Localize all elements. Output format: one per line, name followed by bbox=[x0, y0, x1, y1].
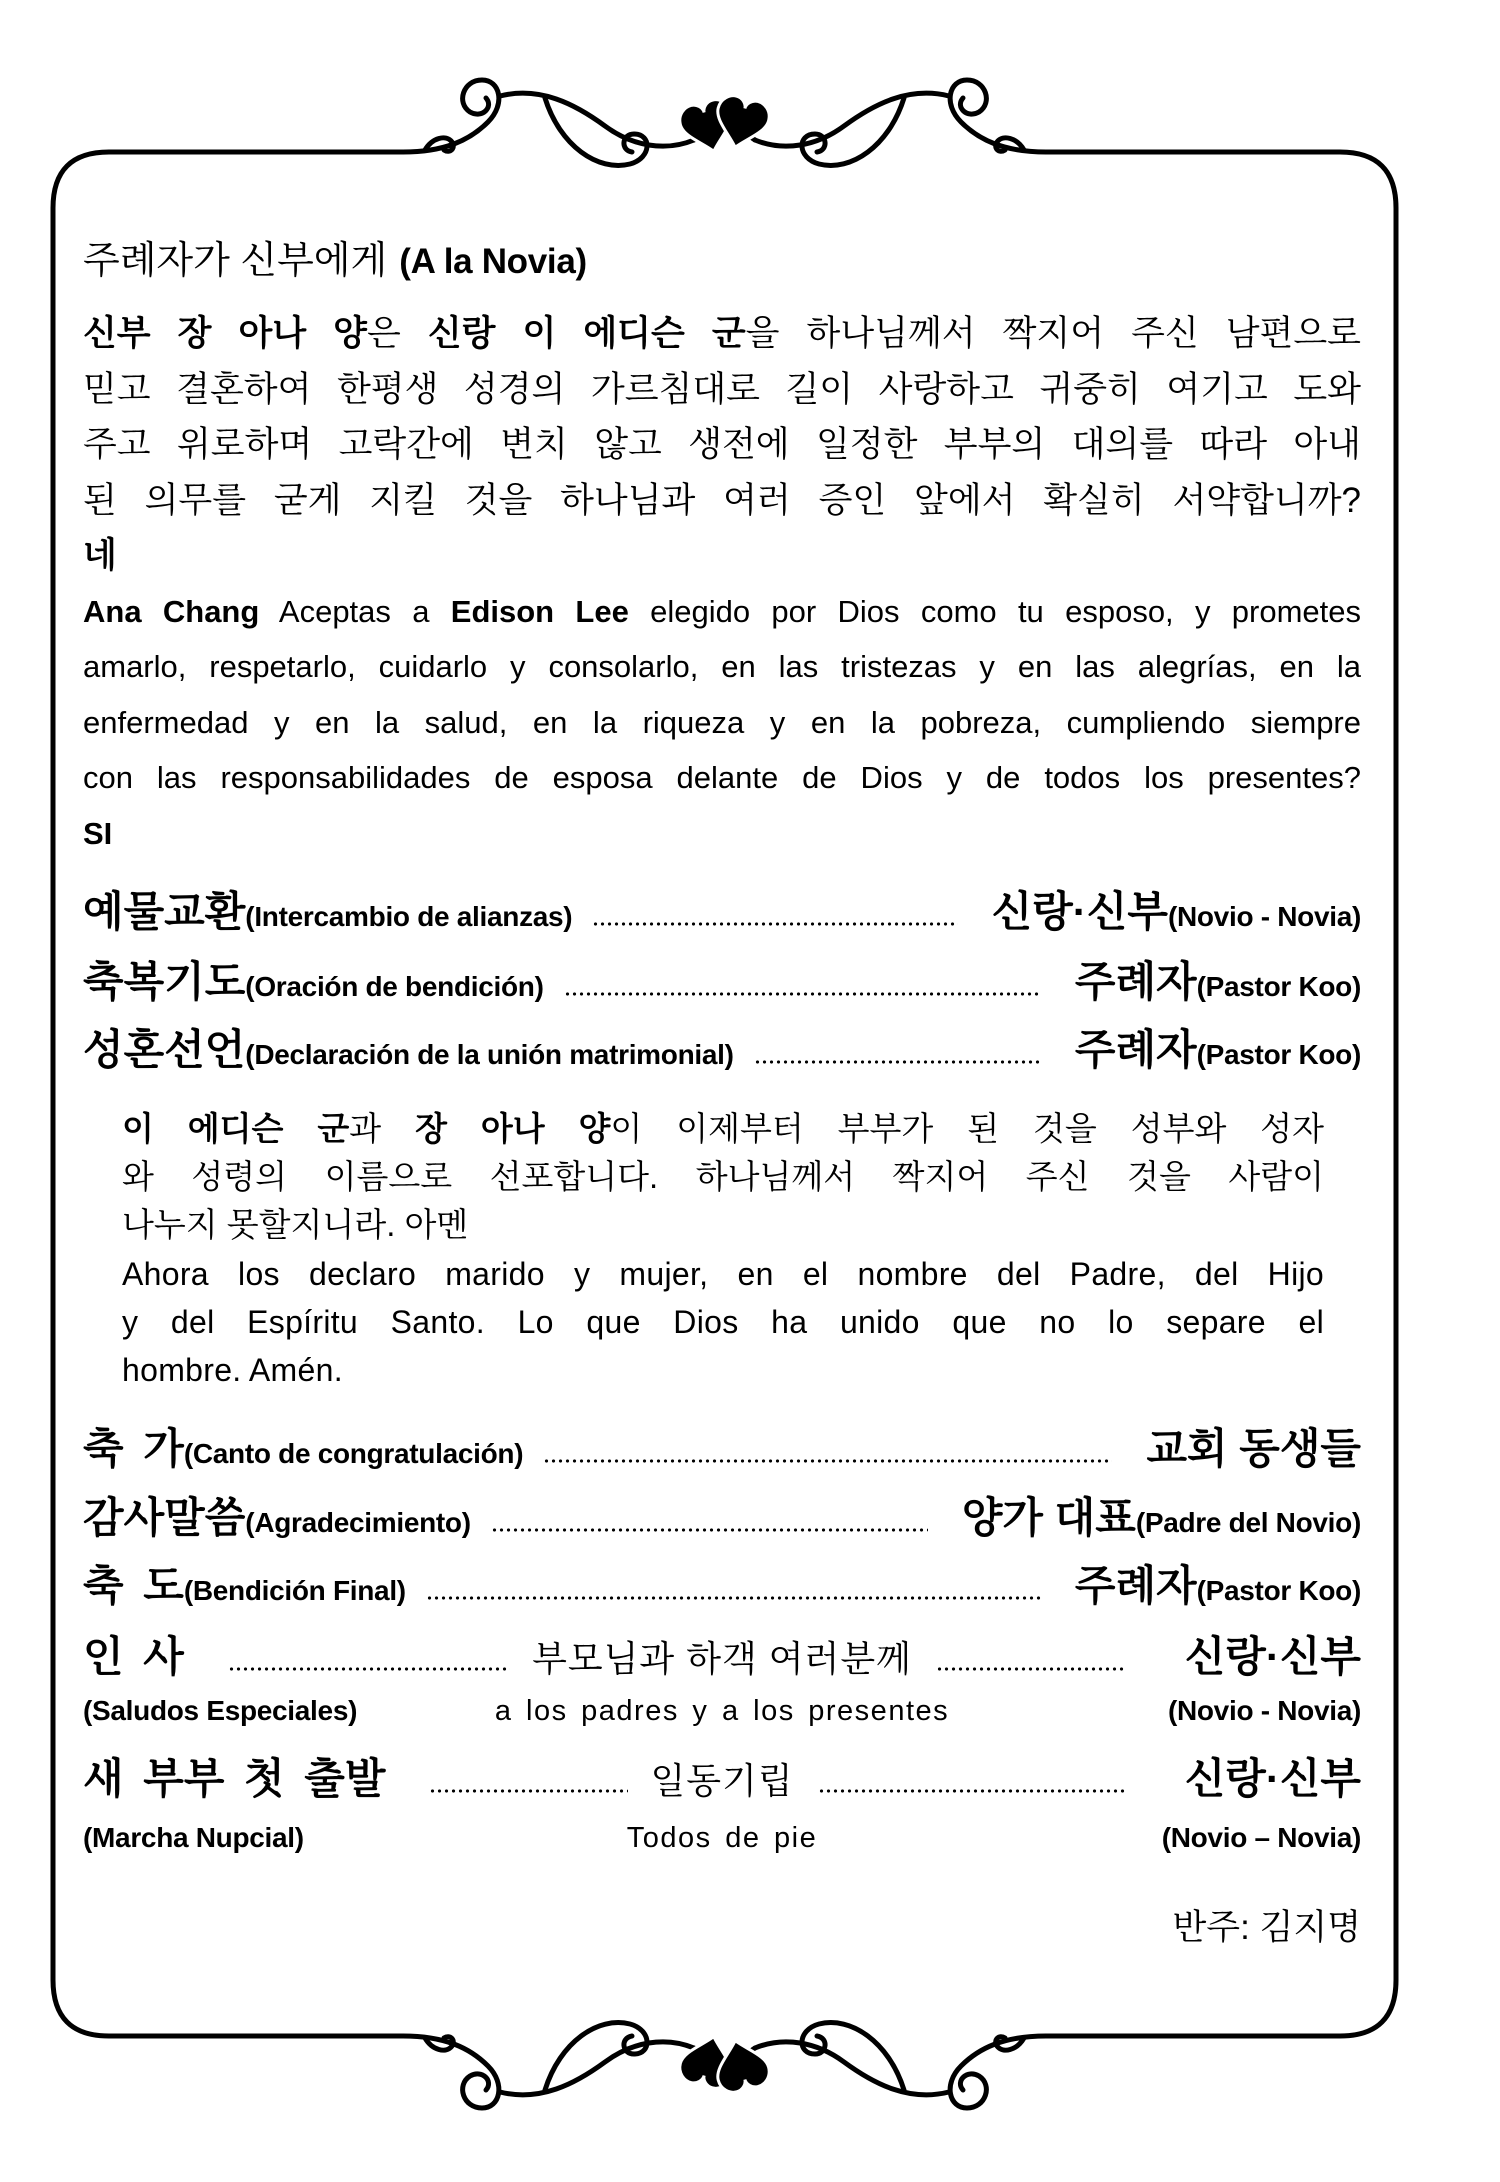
declaration-es-line: Ahora los declaro marido y mujer, en el nombre del Padre, del Hijo bbox=[122, 1255, 1324, 1292]
vow-ko-text: 을 하나님께서 짝지어 주신 남편으로 bbox=[745, 314, 1361, 353]
declaration-ko-text: 나누지 못할지니라. 아멘 bbox=[122, 1206, 469, 1244]
vow-ko-line bbox=[83, 306, 1361, 362]
vow-es-text: elegido por Dios como tu esposo, y prometes bbox=[628, 593, 1361, 629]
bride-vow bbox=[83, 306, 1361, 861]
vow-es-answer: SI bbox=[83, 815, 113, 851]
accompanist-credit: 반주: 김지명 bbox=[1172, 1908, 1361, 1947]
vow-ko-text: 믿고 결혼하여 한평생 성경의 가르침대로 길이 사랑하고 귀중히 여기고 도와 bbox=[83, 369, 1361, 409]
declaration-es-line: hombre. Amén. bbox=[122, 1351, 343, 1388]
performer-ko: 주례자 bbox=[1074, 958, 1197, 1005]
vow-ko-line bbox=[83, 362, 1361, 418]
program-item-es: (Declaración de la unión matrimonial) bbox=[245, 1039, 734, 1070]
vow-es-line bbox=[83, 695, 1361, 751]
program-item-ko: 축 도 bbox=[83, 1562, 184, 1609]
program-content bbox=[83, 0, 1361, 2182]
program-item-ko: 예물교환 bbox=[83, 888, 246, 935]
section-title-ko: 주례자가 신부에게 bbox=[83, 240, 388, 282]
performer-ko: 신랑·신부 bbox=[1184, 1633, 1361, 1680]
dot-leader bbox=[429, 1789, 628, 1793]
march-left bbox=[83, 1749, 650, 1809]
declaration-ko-line bbox=[122, 1153, 1324, 1201]
vow-ko-text: 된 의무를 굳게 지킬 것을 하나님과 여러 증인 앞에서 확실히 서약합니까? bbox=[83, 480, 1361, 520]
dot-leader bbox=[228, 1667, 510, 1671]
vow-es-text: amarlo, respetarlo, cuidarlo y consolarlo, en las tristezas y en las alegrías, en la bbox=[83, 649, 1361, 684]
program-item-label bbox=[83, 882, 572, 952]
dot-leader bbox=[936, 1667, 1125, 1671]
performer-es: (Padre del Novio) bbox=[1135, 1507, 1361, 1538]
program-item-blessing-prayer bbox=[83, 952, 1361, 1012]
declaration-ko-text: 와 성령의 이름으로 선포합니다. 하나님께서 짝지어 주신 것을 사람이 bbox=[122, 1158, 1324, 1196]
program-item-performer bbox=[1075, 1020, 1361, 1090]
program-item-declaration bbox=[83, 1020, 1361, 1080]
program-item-label bbox=[83, 1488, 471, 1558]
program-item-ko: 축 가 bbox=[83, 1425, 184, 1472]
section-title bbox=[83, 236, 587, 286]
marriage-declaration bbox=[122, 1105, 1324, 1394]
program-item-march bbox=[83, 1749, 1361, 1809]
program-item-greeting bbox=[83, 1627, 1361, 1687]
greeting-right bbox=[912, 1627, 1361, 1687]
performer-ko: 교회 동생들 bbox=[1146, 1425, 1361, 1472]
bride-name-ko: 장 아나 양 bbox=[415, 1110, 611, 1147]
dot-leader bbox=[491, 1528, 928, 1532]
program-item-label bbox=[83, 1419, 523, 1489]
groom-name-ko: 신랑 이 에디슨 군 bbox=[427, 314, 746, 353]
vow-es-text: Aceptas a bbox=[259, 593, 451, 629]
performer-ko: 신랑·신부 bbox=[991, 888, 1168, 935]
performer-ko: 양가 대표 bbox=[961, 1494, 1136, 1541]
performer-es: (Pastor Koo) bbox=[1196, 1039, 1361, 1070]
program-item-thanks bbox=[83, 1488, 1361, 1548]
march-instruction-es: Todos de pie bbox=[626, 1822, 818, 1854]
vow-ko-text: 은 bbox=[367, 314, 428, 353]
program-item-ko: 성혼선언 bbox=[83, 1026, 246, 1073]
groom-name-es: Edison Lee bbox=[450, 593, 629, 629]
program-item-label bbox=[83, 1020, 734, 1090]
performer-es: (Pastor Koo) bbox=[1196, 1575, 1361, 1606]
dot-leader bbox=[564, 992, 1041, 996]
march-instruction-ko: 일동기립 bbox=[650, 1760, 794, 1801]
program-item-performer bbox=[1146, 1419, 1361, 1489]
performer-ko: 주례자 bbox=[1074, 1026, 1197, 1073]
vow-ko-answer: 네 bbox=[83, 536, 117, 575]
declaration-ko-line bbox=[122, 1105, 1324, 1153]
performer-es: (Pastor Koo) bbox=[1196, 971, 1361, 1002]
vow-ko-text: 주고 위로하며 고락간에 변치 않고 생전에 일정한 부부의 대의를 따라 아내 bbox=[83, 425, 1361, 464]
program-item-performer bbox=[1075, 952, 1361, 1022]
march-right bbox=[794, 1749, 1361, 1809]
program-item-es: (Agradecimiento) bbox=[245, 1507, 471, 1538]
dot-leader bbox=[426, 1596, 1041, 1600]
greeting-recipients-ko: 부모님과 하객 여러분께 bbox=[532, 1638, 912, 1679]
bride-name-ko: 신부 장 아나 양 bbox=[83, 314, 367, 353]
program-item-label bbox=[83, 1556, 406, 1626]
dot-leader bbox=[754, 1060, 1041, 1064]
bride-name-es: Ana Chang bbox=[83, 593, 260, 629]
program-item-ko: 인 사 bbox=[83, 1633, 184, 1680]
program-item-es: (Oración de bendición) bbox=[245, 971, 544, 1002]
program-item-es: (Saludos Especiales) bbox=[83, 1695, 358, 1726]
program-item-es: (Marcha Nupcial) bbox=[83, 1822, 304, 1853]
performer-es: (Novio - Novia) bbox=[1167, 901, 1361, 932]
vow-es-line bbox=[83, 584, 1361, 640]
program-item-ko: 새 부부 첫 출발 bbox=[83, 1755, 386, 1802]
program-item-label bbox=[83, 952, 544, 1022]
performer-ko: 주례자 bbox=[1074, 1562, 1197, 1609]
program-item-performer bbox=[962, 1488, 1361, 1558]
vow-ko-line bbox=[83, 473, 1361, 529]
performer-es: (Novio – Novia) bbox=[1161, 1822, 1361, 1853]
declaration-es-line: y del Espíritu Santo. Lo que Dios ha unido que no lo separe el bbox=[122, 1303, 1324, 1340]
program-item-song bbox=[83, 1419, 1361, 1479]
vow-ko-line bbox=[83, 417, 1361, 473]
program-item-ring-exchange bbox=[83, 882, 1361, 942]
performer-ko: 신랑·신부 bbox=[1184, 1755, 1361, 1802]
dot-leader bbox=[592, 922, 957, 926]
program-item-es: (Canto de congratulación) bbox=[183, 1438, 524, 1469]
declaration-ko-text: 과 bbox=[349, 1110, 416, 1147]
performer-es: (Novio - Novia) bbox=[1167, 1695, 1361, 1726]
program-item-greeting-es bbox=[83, 1689, 1361, 1733]
groom-name-ko: 이 에디슨 군 bbox=[122, 1110, 350, 1147]
program-item-ko: 축복기도 bbox=[83, 958, 246, 1005]
program-item-performer bbox=[1075, 1556, 1361, 1626]
greeting-left bbox=[83, 1627, 532, 1687]
program-item-es: (Intercambio de alianzas) bbox=[245, 901, 573, 932]
program-item-es: (Bendición Final) bbox=[183, 1575, 406, 1606]
section-title-es: (A la Novia) bbox=[399, 242, 587, 281]
dot-leader bbox=[818, 1789, 1125, 1793]
vow-es-text: enfermedad y en la salud, en la riqueza y en la pobreza, cumpliendo siempre bbox=[83, 704, 1361, 740]
program-item-ko: 감사말씀 bbox=[83, 1494, 246, 1541]
vow-es-line bbox=[83, 750, 1361, 806]
declaration-ko-text: 이 이제부터 부부가 된 것을 성부와 성자 bbox=[610, 1110, 1325, 1147]
program-item-benediction bbox=[83, 1556, 1361, 1616]
program-item-performer bbox=[992, 882, 1361, 952]
dot-leader bbox=[543, 1459, 1112, 1463]
vow-es-line bbox=[83, 639, 1361, 695]
greeting-recipients-es: a los padres y a los presentes bbox=[494, 1695, 950, 1727]
declaration-ko-line bbox=[122, 1201, 1324, 1249]
vow-es-text: con las responsabilidades de esposa delante de Dios y de todos los presentes? bbox=[83, 760, 1361, 795]
program-item-march-es bbox=[83, 1816, 1361, 1860]
